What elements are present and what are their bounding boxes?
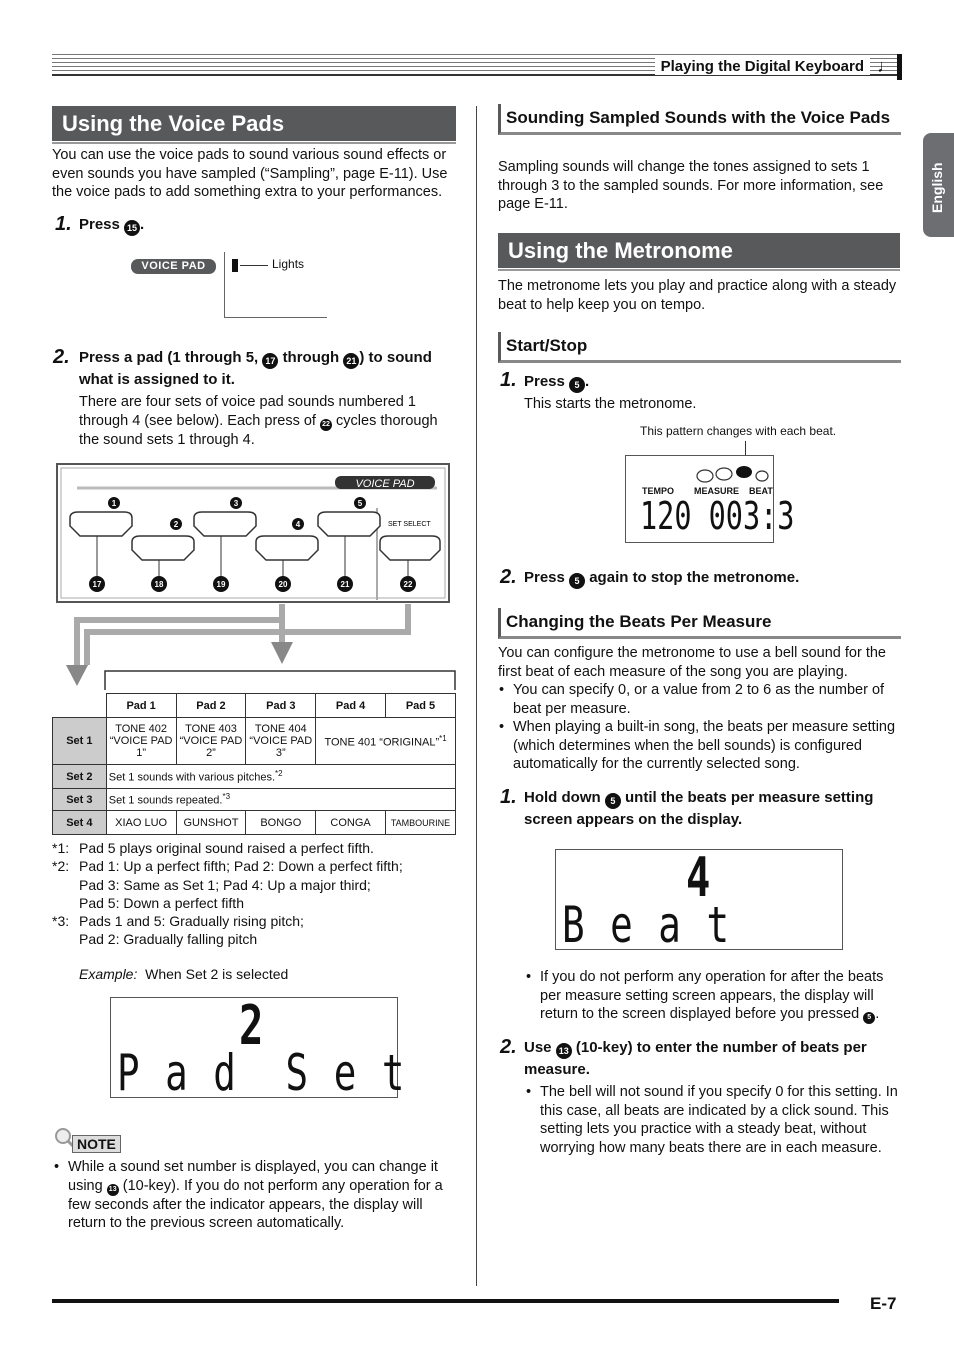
header-title: Playing the Digital Keyboard xyxy=(655,58,870,75)
pad-num-19: 19 xyxy=(216,580,226,589)
voice-pad-panel-diagram xyxy=(52,460,456,690)
beats-bullet-2: • When playing a built-in song, the beats per measure setting (which determines when the bell sounds) is configured automatically for the currently selected song. xyxy=(513,718,903,774)
table-cell: BONGO xyxy=(246,811,316,835)
key-5-icon: 5 xyxy=(569,377,585,393)
start-stop-heading: Start/Stop xyxy=(498,332,901,363)
lcd-label-beat: BEAT xyxy=(749,486,773,496)
beats-intro: You can configure the metronome to use a bell sound for the first beat of each measure of the song you are playing. xyxy=(498,645,886,680)
divider-line-h xyxy=(224,317,327,318)
note-text: • While a sound set number is displayed, you can change it using 13 (10-key). If you do not perform any operation for a few seconds after the indicator appears, the display will return to the previous screen automatically. xyxy=(68,1158,458,1233)
pad-num-20: 20 xyxy=(278,580,288,589)
ss-step-2-text: Press 5 again to stop the metronome. xyxy=(524,567,799,589)
lights-leader xyxy=(240,265,268,266)
key-22-icon: 22 xyxy=(320,419,332,431)
section-title-voice-pads: Using the Voice Pads xyxy=(52,106,456,141)
language-tab[interactable] xyxy=(923,133,954,237)
pattern-caption: This pattern changes with each beat. xyxy=(640,424,837,438)
pad-5 xyxy=(318,512,380,536)
pad-4 xyxy=(256,536,318,560)
col-pad-3: Pad 3 xyxy=(246,694,316,718)
lcd-label-tempo: TEMPO xyxy=(642,486,675,496)
b-step-1-bullet: • If you do not perform any operation for after the beats per measure setting screen appears, the display will return to the screen displayed before you pressed 5 . xyxy=(540,968,900,1024)
table-cell: TONE 404 “VOICE PAD 3” xyxy=(246,718,316,765)
key-21-icon: 21 xyxy=(343,353,359,369)
table-cell: CONGA xyxy=(316,811,386,835)
footnotes: *1: Pad 5 plays original sound raised a perfect fifth. *2: Pad 1: Up a perfect fifth; Pad 2: Down a perfect fifth; Pad 3: Same as Set 1; Pad 4: Up a major third; Pad 5: Down a perfect fifth *3: Pads 1 and 5: Gradually rising pitch; Pad 2: Gradually falling pitch xyxy=(52,840,403,948)
table-cell: XIAO LUO xyxy=(106,811,176,835)
lcd-text: P a d S e t xyxy=(117,1044,406,1102)
arrow-head-2 xyxy=(271,642,293,664)
lights-label: Lights xyxy=(272,257,305,271)
column-divider xyxy=(476,106,477,1286)
ss-step-1-number: 1. xyxy=(500,369,517,391)
row-set-3: Set 3 xyxy=(53,789,107,811)
key-5-icon: 5 xyxy=(569,573,585,589)
b-step-2-text: Use 13 (10-key) to enter the number of beats per measure. xyxy=(524,1039,867,1078)
b-step-1-text: Hold down 5 until the beats per measure setting screen appears on the display. xyxy=(524,789,874,828)
table-cell: TONE 402 “VOICE PAD 1” xyxy=(106,718,176,765)
table-cell: TONE 401 “ORIGINAL”$^{*1}$ xyxy=(316,718,456,765)
step-2-description: There are four sets of voice pad sounds numbered 1 through 4 (see below). Each press of 22 cycles thorough the sound sets 1 through 4. xyxy=(79,394,438,448)
lcd-digits: 120 003:3 xyxy=(640,494,795,538)
pad-num-18: 18 xyxy=(154,580,164,589)
table-cell: Set 1 sounds repeated.$^{*3}$ xyxy=(106,789,455,811)
step-2-number: 2. xyxy=(53,346,70,368)
ss-step-1-text: Press 5 . xyxy=(524,371,589,393)
music-note-icon: ♩ xyxy=(877,56,895,76)
col-pad-4: Pad 4 xyxy=(316,694,386,718)
lcd-metronome xyxy=(625,455,795,543)
page-number: E-7 xyxy=(870,1294,897,1313)
lcd-beat-number: 4 xyxy=(686,846,711,909)
ss-step-2-number: 2. xyxy=(500,566,517,588)
b-step-1-number: 1. xyxy=(500,786,517,808)
key-13-icon: 13 xyxy=(556,1043,572,1059)
col-pad-1: Pad 1 xyxy=(106,694,176,718)
header-bar xyxy=(897,54,902,80)
pad-3 xyxy=(194,512,256,536)
pad-num-4: 4 xyxy=(295,520,301,529)
pad-num-22: 22 xyxy=(403,580,413,589)
table-cell: GUNSHOT xyxy=(176,811,246,835)
language-tab-label: English xyxy=(929,162,945,213)
row-set-1: Set 1 xyxy=(53,718,107,765)
beats-heading: Changing the Beats Per Measure xyxy=(498,608,901,639)
key-5-icon: 5 xyxy=(863,1012,875,1024)
pad-num-21: 21 xyxy=(340,580,350,589)
pad-num-5: 5 xyxy=(357,499,363,508)
beats-bullet-1: • You can specify 0, or a value from 2 to 6 as the number of beat per measure. xyxy=(513,681,903,718)
col-pad-5: Pad 5 xyxy=(386,694,456,718)
set-select-label: SET SELECT xyxy=(388,521,431,528)
lcd-beat xyxy=(555,846,843,954)
b-step-2-number: 2. xyxy=(500,1036,517,1058)
sampled-sounds-text: Sampling sounds will change the tones assigned to sets 1 through 3 to the sampled sounds. For more information, see page E-11. xyxy=(498,159,884,213)
pad-1 xyxy=(70,512,132,536)
lcd-label-measure: MEASURE xyxy=(694,486,740,496)
pad-2 xyxy=(132,536,194,560)
pad-num-2: 2 xyxy=(173,520,179,529)
note-badge xyxy=(54,1131,128,1155)
divider-line xyxy=(224,252,225,318)
row-set-4: Set 4 xyxy=(53,811,107,835)
pad-num-3: 3 xyxy=(233,499,239,508)
indicator-light xyxy=(232,259,238,272)
footer-rule xyxy=(52,1299,839,1303)
voice-pads-intro: You can use the voice pads to sound various sound effects or even sounds you have sampled (“Sampling”, page E-11). Use the voice pads to add something extra to your performances. xyxy=(52,147,448,201)
col-pad-2: Pad 2 xyxy=(176,694,246,718)
b-step-2-bullet: • The bell will not sound if you specify 0 for this setting. In this case, all beats are indicated by a click sound. This setting lets you practice with a steady beat, without worrying how many beats there are in each measure. xyxy=(540,1083,902,1158)
pad-num-17: 17 xyxy=(92,580,102,589)
voice-pad-button-label: VOICE PAD xyxy=(131,259,216,274)
sampled-sounds-heading: Sounding Sampled Sounds with the Voice Pads xyxy=(498,104,901,135)
table-cell: TAMBOURINE xyxy=(386,811,456,835)
arrows xyxy=(77,604,408,665)
example-caption: Example: When Set 2 is selected xyxy=(79,966,289,982)
step-2-text: Press a pad (1 through 5, 17 through 21 ) to sound what is assigned to it. xyxy=(79,349,432,388)
pad-num-1: 1 xyxy=(111,499,117,508)
panel-logo-text: VOICE PAD xyxy=(355,478,415,490)
table-cell: Set 1 sounds with various pitches.$^{*2}$ xyxy=(106,765,455,789)
table-cell: TONE 403 “VOICE PAD 2” xyxy=(176,718,246,765)
metronome-intro: The metronome lets you play and practice along with a steady beat to help keep you on tempo. xyxy=(498,278,897,313)
key-15-icon: 15 xyxy=(124,220,140,236)
sound-sets-table xyxy=(52,693,456,835)
step-1-number: 1. xyxy=(55,213,72,235)
section-title-metronome: Using the Metronome xyxy=(498,233,900,268)
row-set-2: Set 2 xyxy=(53,765,107,789)
ss-step-1-desc: This starts the metronome. xyxy=(524,396,697,412)
step-1-text: Press 15 . xyxy=(79,214,144,236)
arrow-head-1 xyxy=(66,665,88,686)
key-17-icon: 17 xyxy=(262,353,278,369)
key-13-icon: 13 xyxy=(107,1184,119,1196)
lcd-pad-set xyxy=(110,994,406,1102)
lcd-beat-text: B e a t xyxy=(562,896,731,954)
set-select-pad xyxy=(380,536,440,560)
lcd-set-number: 2 xyxy=(239,994,264,1057)
key-5-icon: 5 xyxy=(605,793,621,809)
note-label: NOTE xyxy=(72,1135,121,1153)
